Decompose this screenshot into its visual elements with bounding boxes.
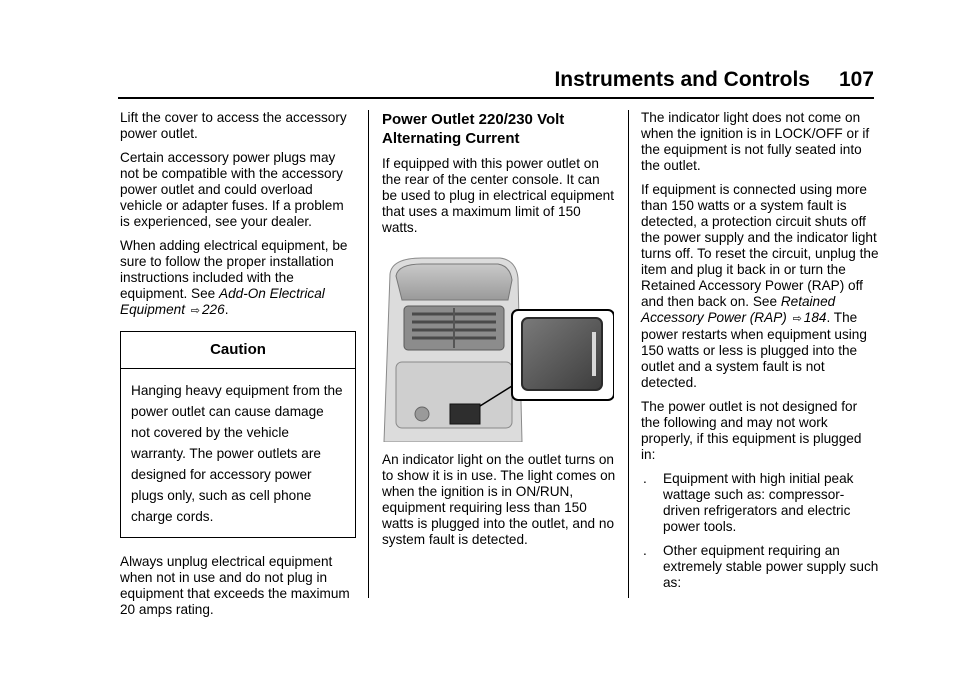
paragraph [120, 238, 356, 319]
paragraph: Always unplug electrical equipment when not in use and do not plug in equipment that exceeds the maximum 20 amps rating. [120, 554, 350, 617]
list-item-text: Equipment with high initial peak wattage such as: compressor-driven refrigerators and electric power tools. [663, 471, 854, 534]
column-right [641, 110, 879, 599]
list-item [641, 471, 879, 535]
cross-reference-link[interactable]: Add-On Electrical Equipment [120, 286, 325, 317]
console-outlet-image [382, 254, 614, 442]
column-divider [368, 110, 369, 598]
paragraph: Certain accessory power plugs may not be compatible with the accessory power outlet and could overload vehicle or adapter fuses. If a problem is experienced, see your dealer. [120, 150, 344, 229]
paragraph [641, 182, 879, 391]
paragraph: The indicator light does not come on when the ignition is in LOCK/OFF or if the equipment is not fully seated into the outlet. [641, 110, 870, 173]
paragraph-text: . The power restarts when equipment using 150 watts or less is plugged into the outlet and a system fault is not detected. [641, 310, 867, 390]
paragraph: If equipped with this power outlet on the rear of the center console. It can be used to plug in electrical equipment that uses a maximum limit of 150 watts. [382, 156, 614, 235]
cross-reference-page[interactable]: 184 [803, 310, 827, 325]
paragraph: The power outlet is not designed for the following and may not work properly, if this equipment is plugged in: [641, 399, 862, 462]
caution-box [120, 331, 356, 538]
section-title: Instruments and Controls [554, 68, 810, 91]
list-item [641, 543, 879, 591]
page-reference-arrow-icon: ⇨ [792, 313, 802, 325]
column-left [120, 110, 356, 626]
page-number: 107 [838, 68, 874, 91]
paragraph-text: . [224, 302, 229, 317]
page-reference-arrow-icon: ⇨ [190, 305, 200, 317]
list-item-text: Other equipment requiring an extremely stable power supply such as: [663, 543, 879, 590]
paragraph-text: If equipment is connected using more than 150 watts or a system fault is detected, a protection circuit shuts off the power supply and the indicator light turns off. To reset the circuit, unplug the item and plug it back in or turn the Retained Accessory Power (RAP) off and then back on. See [641, 182, 879, 309]
column-divider [628, 110, 629, 598]
paragraph-text: When adding electrical equipment, be sure to follow the proper installation instructions included with the equipment. See [120, 238, 348, 301]
header-rule [118, 97, 874, 99]
bullet-icon: . [643, 471, 647, 486]
bullet-icon: . [643, 543, 647, 558]
paragraph: An indicator light on the outlet turns on to show it is in use. The light comes on when the ignition is in ON/RUN, equipment requiring less than 150 watts is plugged into the outlet, and no system fault is detected. [382, 452, 616, 547]
section-heading: Power Outlet 220/230 Volt Alternating Current [382, 111, 565, 147]
page-header [118, 68, 874, 98]
caution-title: Caution [121, 332, 355, 369]
cross-reference-page[interactable]: 226 [202, 302, 225, 317]
cross-reference-link[interactable]: Retained Accessory Power (RAP) [641, 294, 836, 325]
column-middle [382, 110, 618, 556]
paragraph: Lift the cover to access the accessory power outlet. [120, 110, 347, 141]
caution-text: Hanging heavy equipment from the power outlet can cause damage not covered by the vehicle warranty. The power outlets are designed for accessory power plugs only, such as cell phone charge cords. [131, 383, 343, 524]
power-outlet-illustration [382, 254, 614, 442]
